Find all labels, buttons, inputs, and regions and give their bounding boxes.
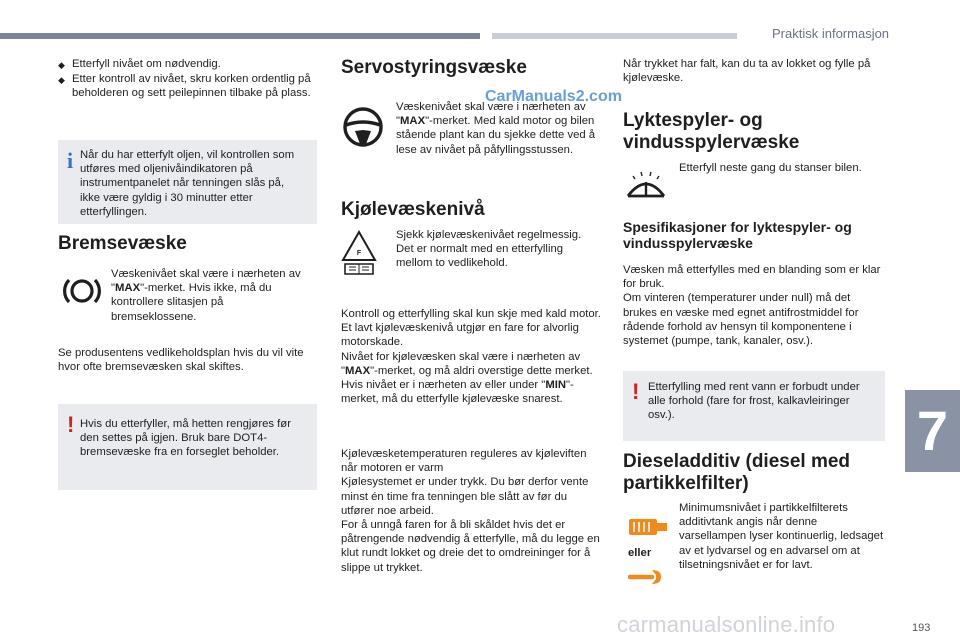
bullet-list <box>58 57 316 101</box>
max-mark: MAX <box>400 115 426 128</box>
coolant-heading: Kjølevæskenivå <box>341 199 485 220</box>
bullet-marker-icon: ◆ <box>58 75 65 86</box>
washer-spec-heading: Spesifikasjoner for lyktespyler- og vindusspylervæske <box>623 219 852 251</box>
brake-fluid-text: Væskenivået skal være i nærheten av "MAX"-merket. Hvis ikke, må du kontrollere slitasjen på bremseklossene. <box>111 268 301 323</box>
brake-warning-icon <box>62 274 102 308</box>
washer-fluid-icon <box>624 168 668 208</box>
section-title: Praktisk informasjon <box>772 26 890 41</box>
power-steering-text: Væskenivået skal være i nærheten av "MAX"-merket. Med kald motor og bilen stående plant kan du sjekke dette ved å lese av nivået på påfyllingsstussen. <box>396 101 596 156</box>
diesel-additive-heading: Dieseladditiv (diesel med partikkelfilter) <box>623 451 851 494</box>
coolant-level-text: Kontroll og etterfylling skal kun skje med kald motor. Et lavt kjølevæskenivå utgjør en fare for alvorlig motorskade. Nivået for kjølevæsken skal være i nærheten av "MAX"-merket, og må aldri overstige dette merket. Hvis nivået er i nærheten av eller under "MIN"-merket, må du etterfylle kjølevæske snarest. <box>341 308 601 406</box>
coolant-warning-icon <box>340 228 378 276</box>
water-warning-text: Etterfylling med rent vann er forbudt under alle forhold (fare for frost, kalkavleiringer osv.). <box>648 381 860 422</box>
chapter-tab[interactable]: 7 <box>905 390 960 472</box>
bullet-text: Etter kontroll av nivået, skru korken ordentlig på beholderen og sett peilepinnen tilbake på plass. <box>72 73 311 100</box>
washer-spec-text: Væsken må etterfylles med en blanding som er klar for bruk. Om vinteren (temperaturer under null) må det brukes en væske med egnet antifrostmiddel for rådende forhold av hensyn til komponentene i systemet (pumpe, tank, kanaler, osv.). <box>623 264 881 348</box>
bullet-text: Etterfyll nivået om nødvendig. <box>72 58 221 70</box>
or-label: eller <box>628 547 652 559</box>
warning-icon: ! <box>632 379 640 404</box>
brake-warning-note <box>58 404 317 490</box>
list-item <box>58 57 316 72</box>
brake-warning-text: Hvis du etterfyller, må hetten rengjøres før den settes på igjen. Bruk bare DOT4-bremsevæske fra en forseglet beholder. <box>80 418 291 459</box>
coolant-check-text: Sjekk kjølevæskenivået regelmessig. Det er normalt med en etterfylling mellom to vedlikehold. <box>396 229 582 270</box>
warning-icon: ! <box>67 412 75 437</box>
steering-wheel-icon <box>342 106 384 148</box>
watermark-top: CarManuals2.com <box>485 88 622 105</box>
brake-maintenance-text: Se produsentens vedlikeholdsplan hvis du vil vite hvor ofte bremsevæsken skal skiftes. <box>58 347 304 374</box>
bullet-marker-icon: ◆ <box>58 60 65 70</box>
list-item <box>58 72 316 100</box>
min-mark: MIN <box>545 379 567 392</box>
max-mark: MAX <box>345 364 371 377</box>
wrench-icon <box>628 568 664 586</box>
max-mark: MAX <box>115 282 141 295</box>
refill-coolant-text: Når trykket har falt, kan du ta av lokket og fylle på kjølevæske. <box>623 58 871 85</box>
washer-fluid-text: Etterfyll neste gang du stanser bilen. <box>679 162 862 174</box>
coolant-pressure-text: Kjølevæsketemperaturen reguleres av kjøleviften når motoren er varm Kjølesystemet er under trykk. Du bør derfor vente minst én time fra tenningen ble slått av før du utfører noe arbeid. For å unngå faren for å bli skåldet hvis det er påtrengende nødvendig å etterfylle, må du legge en klut rundt lokket og dreie det to omdreininger for å slippe ut trykket. <box>341 448 600 574</box>
info-note <box>58 140 317 224</box>
diesel-filter-icon <box>626 514 670 540</box>
svg-text:F: F <box>356 250 362 257</box>
water-warning-note <box>623 371 885 441</box>
header-divider-bar <box>492 33 737 39</box>
washer-fluid-heading: Lyktespyler- og vindusspylervæske <box>623 110 800 153</box>
power-steering-heading: Servostyringsvæske <box>341 57 527 78</box>
watermark-bottom: carmanualsonline.info <box>617 612 836 637</box>
diesel-additive-text: Minimumsnivået i partikkelfilterets additivtank angis når denne varsellampen lyser kontinuerlig, ledsaget av et lydvarsel og en advarsel om at tilsetningsnivået er for lavt. <box>679 502 884 571</box>
header-accent-bar <box>0 33 480 39</box>
page-number: 193 <box>912 622 931 634</box>
brake-fluid-heading: Bremsevæske <box>58 233 187 254</box>
info-icon: i <box>67 148 74 173</box>
info-note-text: Når du har etterfylt oljen, vil kontrollen som utføres med oljenivåindikatoren på instrumentpanelet når tenningen slås på, ikke være gyldig i 30 minutter etter etterfyllingen. <box>80 149 295 218</box>
